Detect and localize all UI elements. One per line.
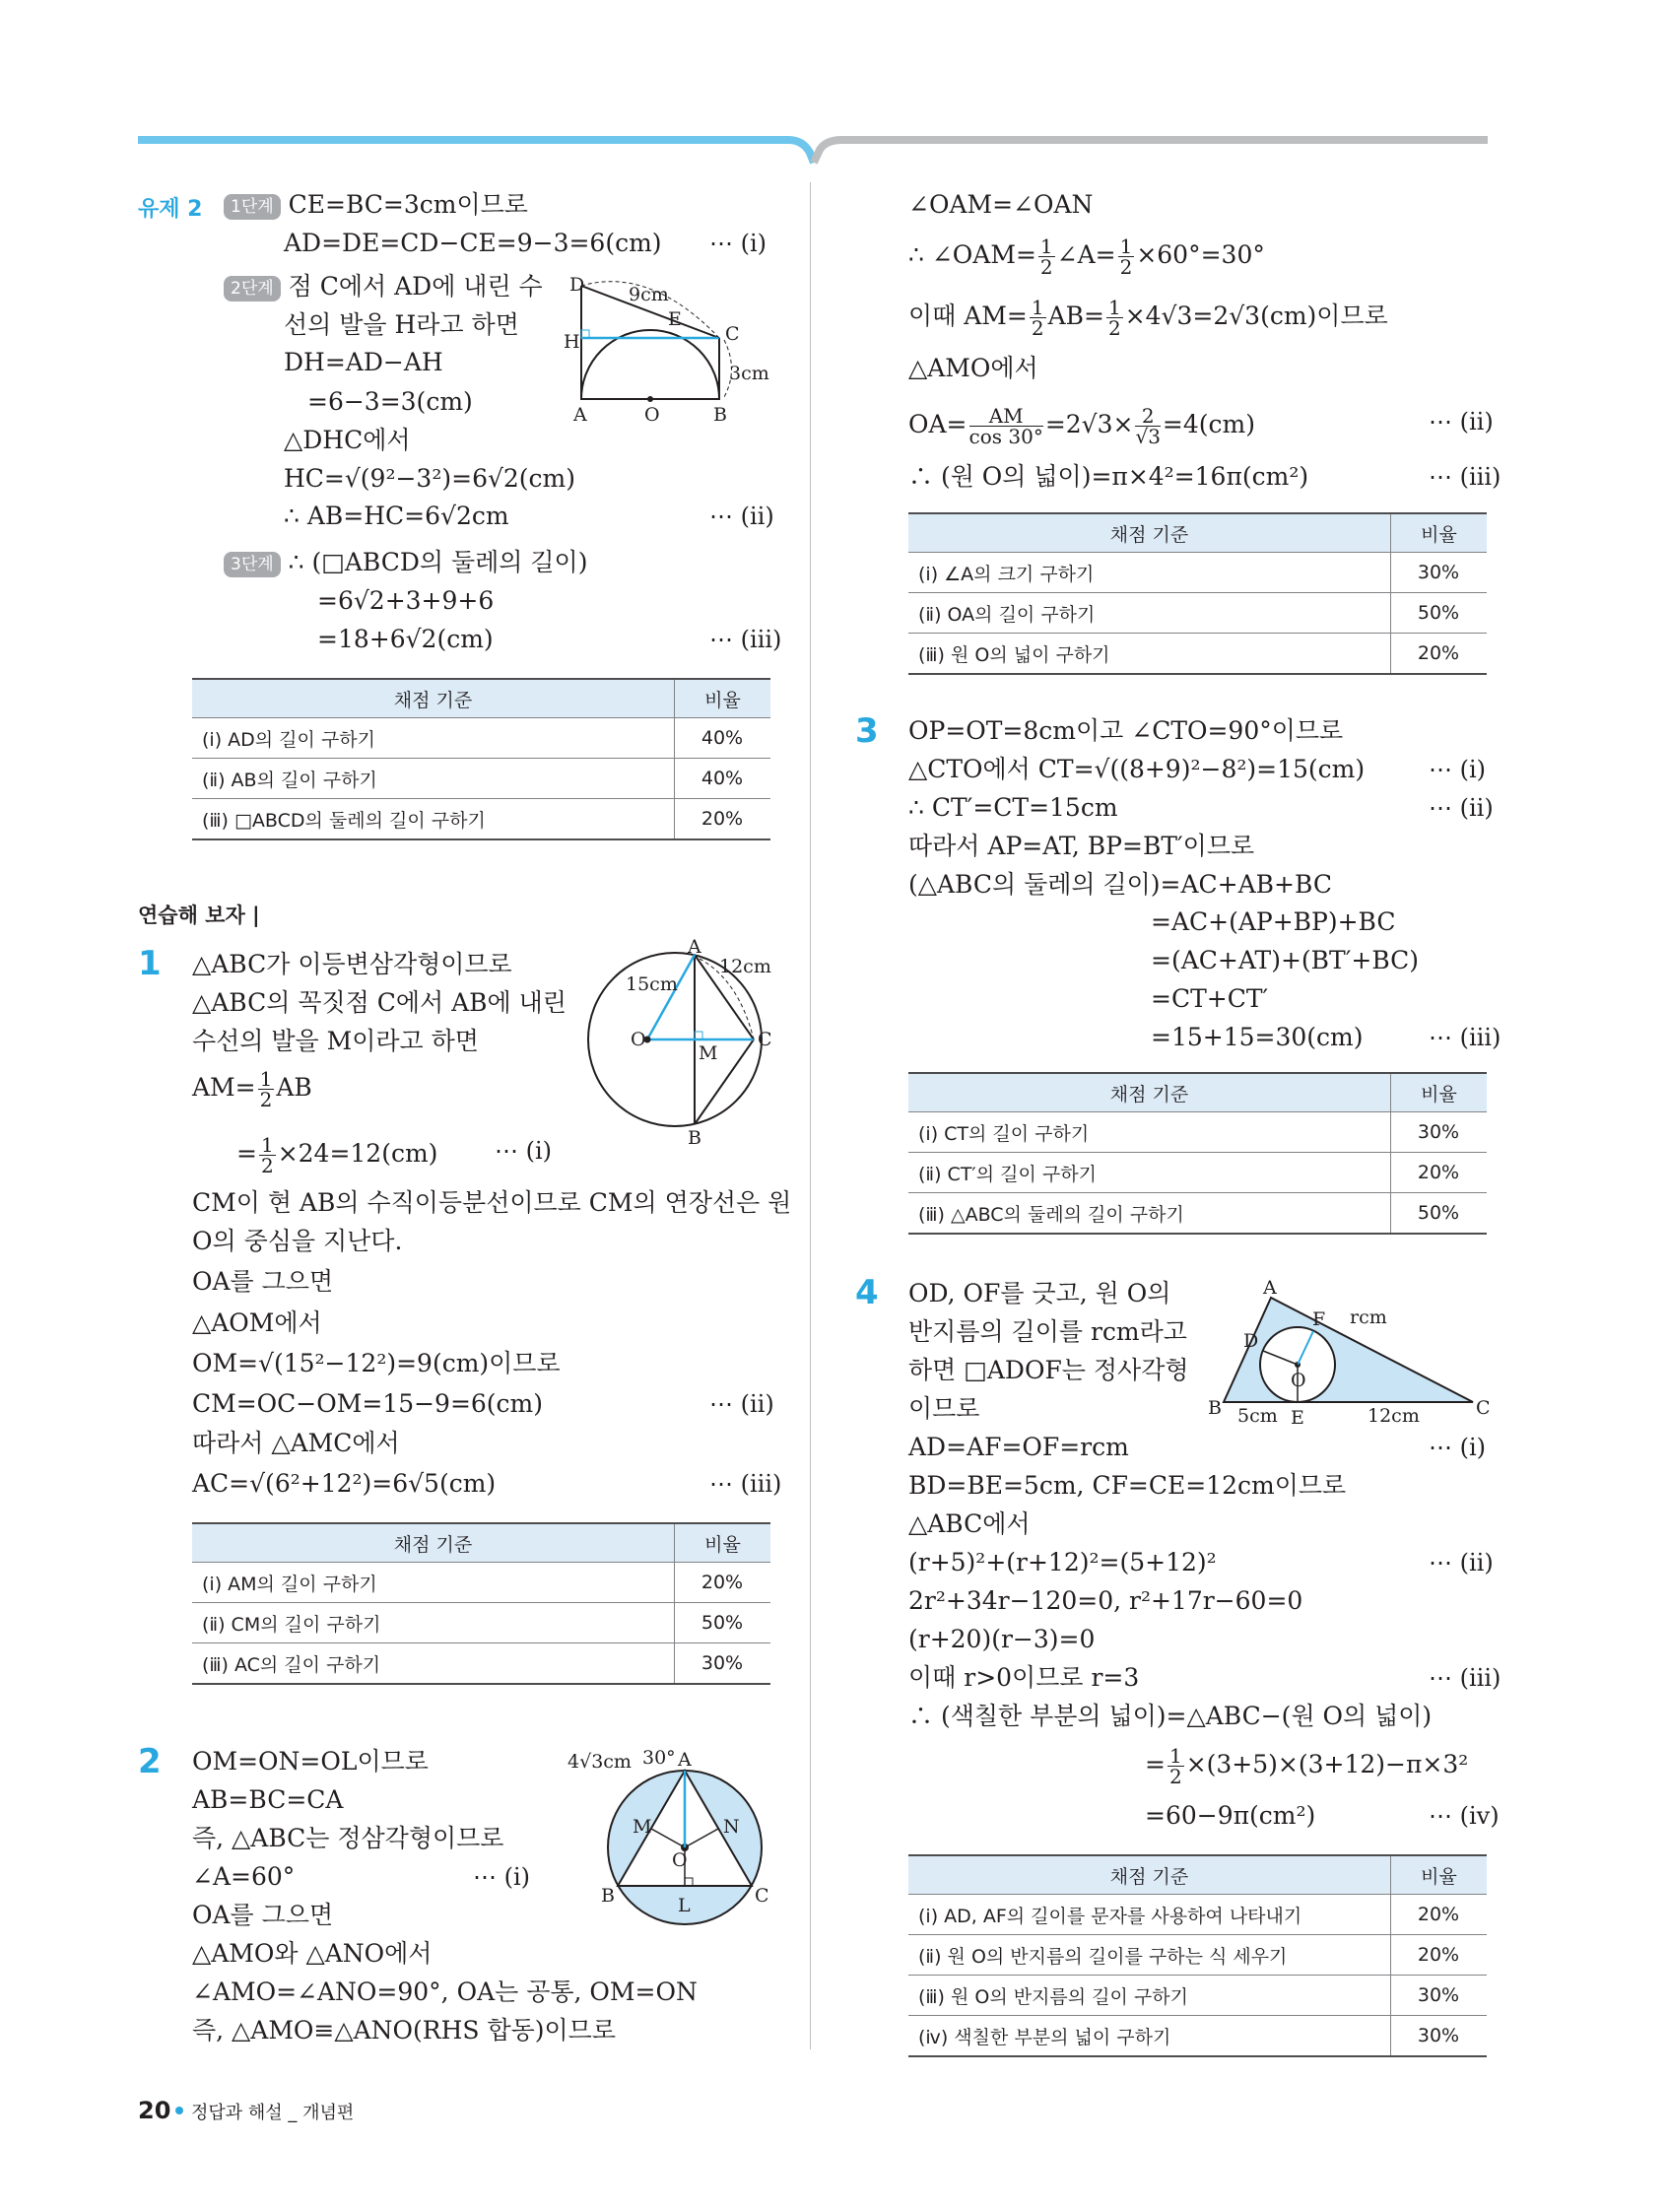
p4-line3: 하면 □ADOF는 정사각형: [908, 1356, 1189, 1384]
p1-line10: OM=√(15²−12²)=9(cm)이므로: [192, 1349, 561, 1377]
mark: ⋯ (ⅱ): [709, 503, 774, 530]
p2-cont-line3: 이때 AM= $\frac{1}{2}$ AB= $\frac{1}{2}$ ×4√3=2√3(cm)이므로: [908, 296, 1388, 340]
label-M: M: [633, 1816, 652, 1838]
scoring-table-p1: 채점 기준 비율 (ⅰ) AM의 길이 구하기 20% (ⅱ) CM의 길이 구하기 50% (ⅲ) AC의 길이 구하기 30%: [192, 1522, 770, 1685]
p4-line2: 반지름의 길이를 rcm라고: [908, 1317, 1187, 1346]
table-row: (ⅲ) □ABCD의 둘레의 길이 구하기 20%: [192, 799, 770, 840]
p3-line8: =CT+CT′: [1151, 984, 1269, 1013]
label-M: M: [699, 1042, 718, 1064]
p1-line9: △AOM에서: [192, 1308, 322, 1337]
yuje-step2-line7: ∴ AB=HC=6√2cm: [284, 502, 509, 530]
label-F: F: [1312, 1308, 1326, 1330]
label-9cm: 9cm: [629, 284, 669, 305]
mark: ⋯ (ⅰ): [495, 1137, 553, 1165]
p3-line5: (△ABC의 둘레의 길이)=AC+AB+BC: [908, 870, 1332, 899]
figure-p2-circle: [562, 1744, 788, 1926]
mark: ⋯ (ⅱ): [1429, 1549, 1494, 1576]
yuje-step2-line1: 2단계 점 C에서 AD에 내린 수: [224, 271, 543, 302]
label-3cm: 3cm: [729, 363, 769, 384]
p1-line4: AM= $\frac{1}{2}$ AB: [192, 1067, 312, 1111]
label-E: E: [668, 308, 682, 330]
mark: ⋯ (ⅲ): [1429, 1024, 1501, 1051]
table-row: (ⅳ) 색칠한 부분의 넓이 구하기 30%: [908, 2016, 1487, 2057]
mark: ⋯ (ⅰ): [1429, 756, 1487, 783]
p1-line13: AC=√(6²+12²)=6√5(cm): [192, 1469, 497, 1498]
label-B: B: [1208, 1397, 1222, 1419]
p1-line12: 따라서 △AMC에서: [192, 1429, 400, 1457]
label-A: A: [573, 404, 587, 426]
table-row: (ⅱ) OA의 길이 구하기 50%: [908, 593, 1487, 634]
label-rcm: rcm: [1350, 1307, 1387, 1328]
label-C: C: [725, 323, 740, 345]
label-4root3cm: 4√3cm: [567, 1751, 632, 1773]
problem-1-number: 1: [138, 944, 162, 983]
page-number: 20: [138, 2097, 171, 2124]
yuje-step2-line4: =6−3=3(cm): [307, 387, 473, 416]
p4-line4: 이므로: [908, 1394, 980, 1423]
table-row: (ⅲ) △ABC의 둘레의 길이 구하기 50%: [908, 1193, 1487, 1235]
mark: ⋯ (ⅳ): [1429, 1802, 1500, 1830]
mark: ⋯ (ⅲ): [1429, 463, 1501, 491]
label-C: C: [758, 1029, 772, 1050]
problem-3-number: 3: [855, 711, 879, 751]
figure-p1-circle: [576, 936, 783, 1149]
p2-cont-line2: ∴ ∠OAM= $\frac{1}{2}$ ∠A= $\frac{1}{2}$ ×60°=30°: [908, 235, 1265, 279]
p4-line12: ∴ (색칠한 부분의 넓이)=△ABC−(원 O의 넓이): [908, 1702, 1433, 1730]
label-D: D: [569, 274, 585, 296]
yuje-step2-line5: △DHC에서: [284, 426, 411, 454]
mark: ⋯ (ⅰ): [473, 1863, 531, 1891]
p3-line9: =15+15=30(cm): [1151, 1023, 1364, 1051]
footer-dot: [175, 2107, 183, 2114]
yuje-step1-line2: AD=DE=CD−CE=9−3=6(cm): [284, 229, 662, 257]
label-A: A: [688, 936, 701, 958]
table-row: (ⅱ) 원 O의 반지름의 길이를 구하는 식 세우기 20%: [908, 1935, 1487, 1976]
scoring-table-p3: 채점 기준 비율 (ⅰ) CT의 길이 구하기 30% (ⅱ) CT′의 길이 구하기 20% (ⅲ) △ABC의 둘레의 길이 구하기 50%: [908, 1072, 1487, 1235]
mark: ⋯ (ⅱ): [1429, 408, 1494, 436]
p1-line11: CM=OC−OM=15−9=6(cm): [192, 1389, 544, 1418]
column-divider: [810, 182, 811, 2049]
yuje-title: 유제 2: [138, 197, 203, 222]
label-B: B: [688, 1127, 701, 1149]
label-12cm: 12cm: [719, 956, 771, 977]
yuje-step2-line3: DH=AD−AH: [284, 348, 443, 376]
table-row: (ⅰ) AD의 길이 구하기 40%: [192, 718, 770, 759]
p4-line1: OD, OF를 긋고, 원 O의: [908, 1279, 1171, 1307]
table-row: (ⅰ) AD, AF의 길이를 문자를 사용하여 나타내기 20%: [908, 1895, 1487, 1935]
table-row: (ⅰ) ∠A의 크기 구하기 30%: [908, 553, 1487, 593]
practice-title: 연습해 보자 |: [138, 904, 260, 927]
problem-2-number: 2: [138, 1742, 162, 1781]
label-C: C: [755, 1885, 769, 1907]
p2-line5: OA를 그으면: [192, 1901, 334, 1929]
footer-title: 정답과 해설 _ 개념편: [191, 2103, 355, 2123]
p3-line3: ∴ CT′=CT=15cm: [908, 793, 1118, 822]
mark: ⋯ (ⅲ): [709, 626, 782, 653]
label-O: O: [672, 1849, 688, 1871]
p4-line13: = $\frac{1}{2}$ ×(3+5)×(3+12)−π×3²: [1145, 1744, 1469, 1788]
p2-cont-line4: △AMO에서: [908, 354, 1038, 382]
p2-line4: ∠A=60°: [192, 1862, 296, 1891]
yuje-step3-line2: =6√2+3+9+6: [317, 586, 495, 615]
step2-badge: 2단계: [224, 276, 281, 302]
p1-line5: = $\frac{1}{2}$ ×24=12(cm): [236, 1133, 438, 1177]
yuje-step1-line1: 1단계 CE=BC=3cm이므로: [224, 189, 528, 221]
label-A: A: [1263, 1277, 1277, 1299]
step3-badge: 3단계: [224, 552, 281, 577]
table-row: (ⅱ) CT′의 길이 구하기 20%: [908, 1153, 1487, 1193]
p3-line4: 따라서 AP=AT, BP=BT′이므로: [908, 832, 1255, 860]
label-O: O: [631, 1029, 646, 1050]
p1-line1: △ABC가 이등변삼각형이므로: [192, 950, 512, 978]
p3-line1: OP=OT=8cm이고 ∠CTO=90°이므로: [908, 716, 1344, 745]
p2-line3: 즉, △ABC는 정삼각형이므로: [192, 1824, 504, 1852]
p1-line8: OA를 그으면: [192, 1267, 334, 1296]
figure-p4-triangle: [1202, 1276, 1491, 1434]
label-C: C: [1476, 1397, 1491, 1419]
table-row: (ⅲ) 원 O의 넓이 구하기 20%: [908, 634, 1487, 675]
p2-cont-line6: ∴ (원 O의 넓이)=π×4²=16π(cm²): [908, 462, 1309, 491]
figure-semicircle: [552, 271, 778, 429]
p1-line7: O의 중심을 지난다.: [192, 1227, 403, 1255]
step1-badge: 1단계: [224, 194, 281, 220]
label-E: E: [1291, 1407, 1304, 1429]
p4-line14: =60−9π(cm²): [1145, 1801, 1316, 1830]
scoring-table-p2: 채점 기준 비율 (ⅰ) ∠A의 크기 구하기 30% (ⅱ) OA의 길이 구하기 50% (ⅲ) 원 O의 넓이 구하기 20%: [908, 512, 1487, 675]
p1-line6: CM이 현 AB의 수직이등분선이므로 CM의 연장선은 원: [192, 1188, 792, 1217]
label-5cm: 5cm: [1237, 1405, 1278, 1427]
label-B: B: [601, 1885, 615, 1907]
table-row: (ⅱ) AB의 길이 구하기 40%: [192, 759, 770, 799]
table-row: (ⅱ) CM의 길이 구하기 50%: [192, 1603, 770, 1643]
yuje-step2-line2: 선의 발을 H라고 하면: [284, 310, 519, 339]
p2-line1: OM=ON=OL이므로: [192, 1747, 429, 1776]
p4-line6: BD=BE=5cm, CF=CE=12cm이므로: [908, 1471, 1347, 1500]
yuje-step3-line3: =18+6√2(cm): [317, 625, 494, 653]
label-15cm: 15cm: [626, 973, 678, 995]
label-O: O: [644, 404, 660, 426]
mark: ⋯ (ⅰ): [709, 230, 767, 257]
label-12cm: 12cm: [1368, 1405, 1420, 1427]
label-N: N: [723, 1816, 740, 1838]
label-B: B: [713, 404, 727, 426]
label-O: O: [1291, 1370, 1306, 1391]
yuje-step3-line1: 3단계 ∴ (□ABCD의 둘레의 길이): [224, 547, 587, 578]
label-A: A: [678, 1749, 692, 1771]
yuje-step2-line6: HC=√(9²−3²)=6√2(cm): [284, 464, 576, 493]
p4-line5: AD=AF=OF=rcm: [908, 1433, 1129, 1461]
mark: ⋯ (ⅰ): [1429, 1434, 1487, 1461]
p1-line3: 수선의 발을 M이라고 하면: [192, 1027, 479, 1055]
table-row: (ⅰ) AM의 길이 구하기 20%: [192, 1563, 770, 1603]
table-row: (ⅲ) 원 O의 반지름의 길이 구하기 30%: [908, 1976, 1487, 2016]
mark: ⋯ (ⅱ): [1429, 794, 1494, 822]
p2-cont-line5: OA= $\frac{AM}{\cos 30^\circ}$ =2√3× $\frac{2}{√3}$ =4(cm): [908, 404, 1255, 448]
p2-cont-line1: ∠OAM=∠OAN: [908, 190, 1094, 219]
mark: ⋯ (ⅲ): [1429, 1664, 1501, 1692]
table-row: (ⅰ) CT의 길이 구하기 30%: [908, 1112, 1487, 1153]
p1-line2: △ABC의 꼭짓점 C에서 AB에 내린: [192, 988, 567, 1017]
table-row: (ⅲ) AC의 길이 구하기 30%: [192, 1643, 770, 1685]
p3-line7: =(AC+AT)+(BT′+BC): [1151, 946, 1420, 974]
p2-line7: ∠AMO=∠ANO=90°, OA는 공통, OM=ON: [192, 1977, 698, 2006]
p2-line6: △AMO와 △ANO에서: [192, 1939, 433, 1968]
mark: ⋯ (ⅱ): [709, 1390, 774, 1418]
p4-line7: △ABC에서: [908, 1509, 1031, 1538]
p3-line2: △CTO에서 CT=√((8+9)²−8²)=15(cm): [908, 755, 1366, 783]
p4-line10: (r+20)(r−3)=0: [908, 1625, 1096, 1653]
label-30deg: 30°: [642, 1747, 676, 1769]
label-L: L: [678, 1895, 691, 1916]
p2-line8: 즉, △AMO≡△ANO(RHS 합동)이므로: [192, 2016, 616, 2044]
p4-line11: 이때 r>0이므로 r=3: [908, 1663, 1140, 1692]
label-H: H: [564, 331, 580, 353]
p3-line6: =AC+(AP+BP)+BC: [1151, 907, 1396, 936]
label-D: D: [1243, 1330, 1259, 1352]
p4-line9: 2r²+34r−120=0, r²+17r−60=0: [908, 1586, 1303, 1615]
header-bar: [0, 0, 1668, 168]
p4-line8: (r+5)²+(r+12)²=(5+12)²: [908, 1548, 1217, 1576]
problem-4-number: 4: [855, 1273, 879, 1312]
mark: ⋯ (ⅲ): [709, 1470, 782, 1498]
p2-line2: AB=BC=CA: [192, 1785, 344, 1814]
scoring-table-yuje: 채점 기준 비율 (ⅰ) AD의 길이 구하기 40% (ⅱ) AB의 길이 구하기 40% (ⅲ) □ABCD의 둘레의 길이 구하기 20%: [192, 678, 770, 840]
scoring-table-p4: 채점 기준 비율 (ⅰ) AD, AF의 길이를 문자를 사용하여 나타내기 20% (ⅱ) 원 O의 반지름의 길이를 구하는 식 세우기 20% (ⅲ) 원 O의 반지름의 길이 구하기 30% (ⅳ) 색칠한 부분의 넓이 구하기 30%: [908, 1854, 1487, 2057]
